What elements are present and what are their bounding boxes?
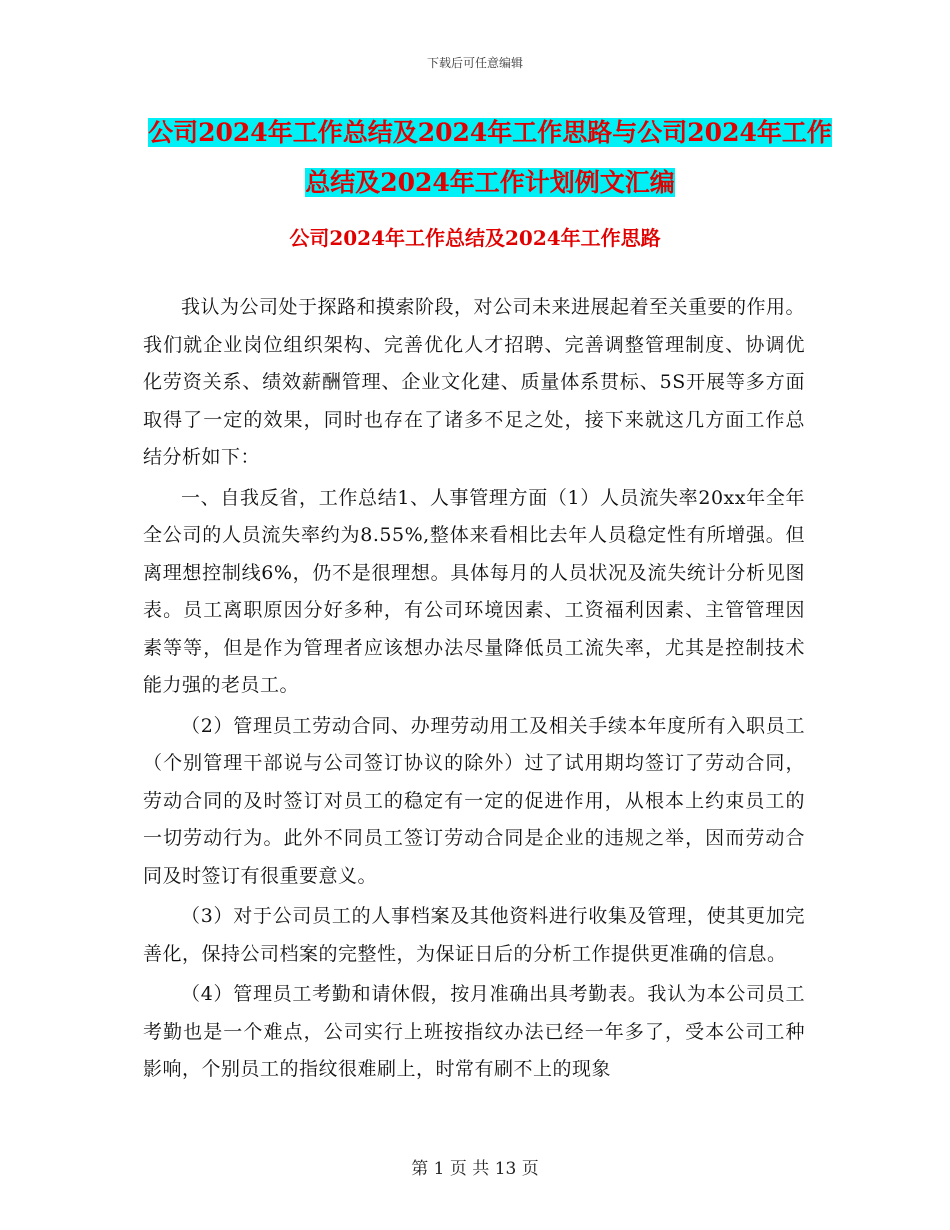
document-body [143,289,805,1089]
paragraph: 我认为公司处于探路和摸索阶段，对公司未来进展起着至关重要的作用。我们就企业岗位组织架构、完善优化人才招聘、完善调整管理制度、协调优化劳资关系、绩效薪酬管理、企业文化建、质量体系贯标、5S开展等多方面取得了一定的效果，同时也存在了诸多不足之处，接下来就这几方面工作总结分析如下： [143,296,806,468]
page-number: 第 1 页 共 13 页 [411,1159,539,1179]
paragraph: （3）对于公司员工的人事档案及其他资料进行收集及管理，使其更加完善化，保持公司档案的完整性，为保证日后的分析工作提供更准确的信息。 [143,905,805,965]
paragraph: 一、自我反省，工作总结1、人事管理方面（1）人员流失率20xx年全年全公司的人员流失率约为8.55%,整体来看相比去年人员稳定性有所增强。但离理想控制线6%，仍不是很理想。具体每月的人员状况及流失统计分析见图表。员工离职原因分好多种，有公司环境因素、工资福利因素、主管管理因素等等，但是作为管理者应该想办法尽量降低员工流失率，尤其是控制技术能力强的老员工。 [143,486,805,696]
paragraph: （4）管理员工考勤和请休假，按月准确出具考勤表。我认为本公司员工考勤也是一个难点，公司实行上班按指纹办法已经一年多了，受本公司工种影响，个别员工的指纹很难刷上，时常有刷不上的现象 [143,983,805,1080]
section-title: 公司2024年工作总结及2024年工作思路 [289,226,661,250]
document-title [140,108,840,208]
paragraph: （2）管理员工劳动合同、办理劳动用工及相关手续本年度所有入职员工（个别管理干部说与公司签订协议的除外）过了试用期均签订了劳动合同，劳动合同的及时签订对员工的稳定有一定的促进作用，从根本上约束员工的一切劳动行为。此外不同员工签订劳动合同是企业的违规之举，因而劳动合同及时签订有很重要意义。 [143,714,805,887]
document-title-text: 公司2024年工作总结及2024年工作思路与公司2024年工作总结及2024年工作计划例文汇编 [148,118,832,197]
page-header-note: 下载后可任意编辑 [426,56,523,70]
